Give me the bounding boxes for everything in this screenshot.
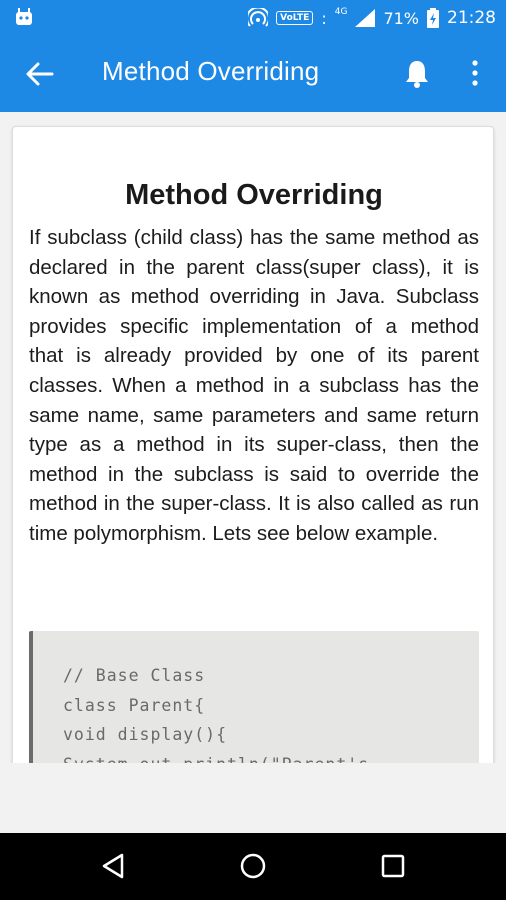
nav-back-icon[interactable] <box>98 851 128 881</box>
code-line: // Base Class <box>63 666 206 685</box>
app-bar-title: Method Overriding <box>102 56 320 86</box>
battery-charging-icon <box>427 8 439 28</box>
article-card <box>12 126 494 833</box>
nav-home-icon[interactable] <box>238 851 268 881</box>
network-type: 4G <box>334 7 348 17</box>
nav-recents-icon[interactable] <box>378 851 408 881</box>
status-bar <box>0 0 506 36</box>
battery-percent: 71% <box>383 8 419 28</box>
article-body: If subclass (child class) has the same method as declared in the parent class(super class), it is known as method overriding in Java. Subclass provides specific implementation of a method that is already provided by one of its parent classes. When a method in a subclass has the same name, same parameters and same return type as a method in its super-class, then the method in the subclass is said to override the method in the super-class. It is also called as run time polymorphism. Lets see below example. <box>29 226 479 545</box>
article-title: Method Overriding <box>125 179 383 211</box>
android-notification-icon <box>14 8 34 26</box>
more-options-icon[interactable] <box>466 58 484 90</box>
bottom-spacer <box>0 763 506 833</box>
notification-bell-icon[interactable] <box>402 58 432 90</box>
back-arrow-icon[interactable] <box>24 60 56 88</box>
app-bar <box>0 36 506 112</box>
clock: 21:28 <box>447 8 496 28</box>
signal-separator: : <box>321 8 327 28</box>
navigation-bar <box>0 833 506 900</box>
volte-badge: VoLTE <box>276 11 313 25</box>
signal-icon <box>355 9 375 27</box>
code-line: void display(){ <box>63 725 228 744</box>
code-line: class Parent{ <box>63 695 206 715</box>
hotspot-icon <box>248 8 268 28</box>
content-scroll-area[interactable] <box>0 112 506 833</box>
